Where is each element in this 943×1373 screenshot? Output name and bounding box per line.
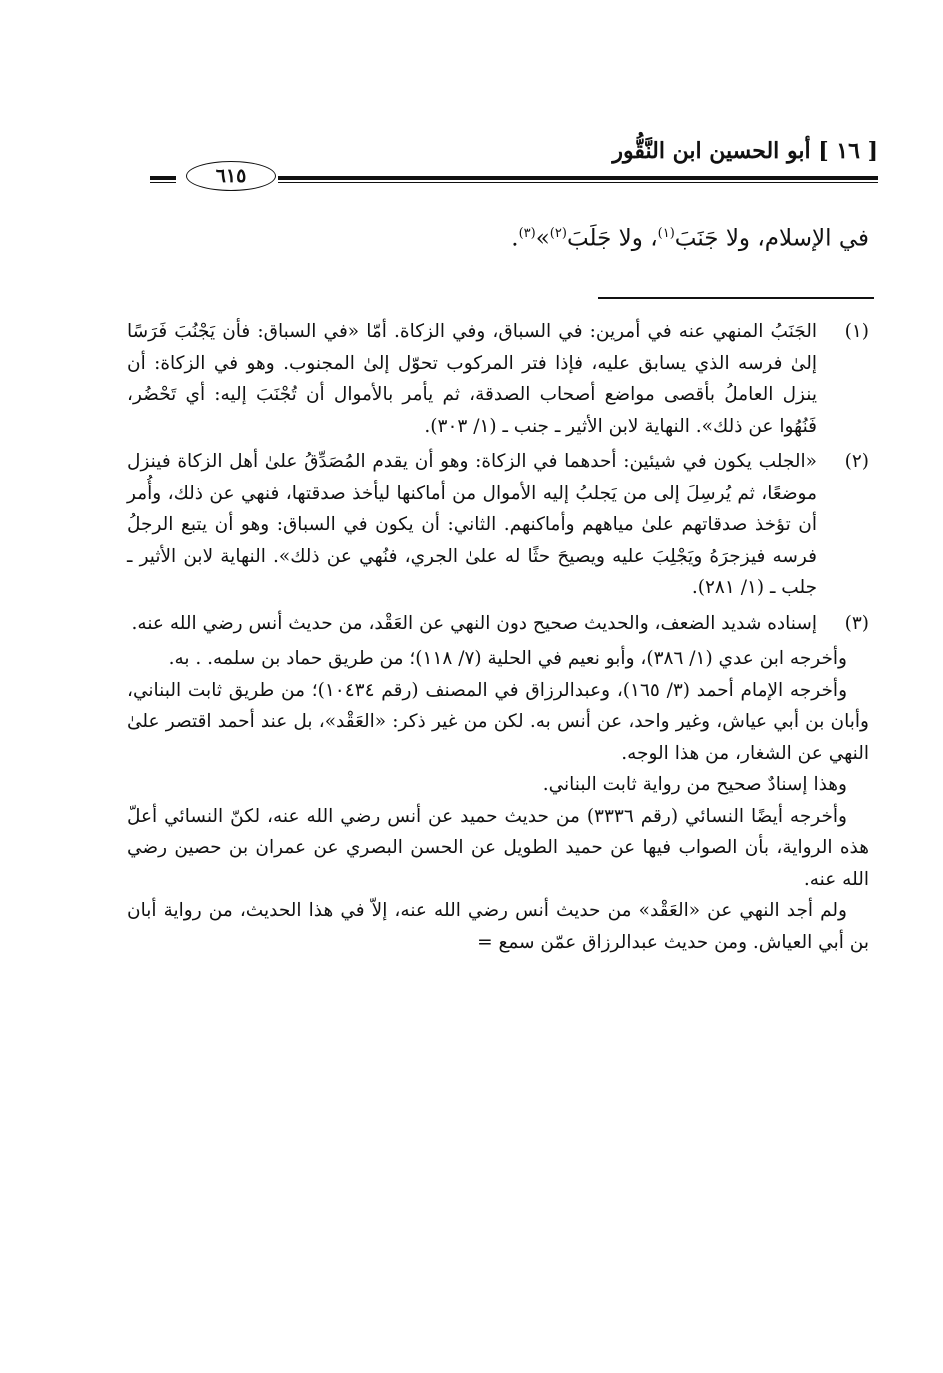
page-header (150, 138, 878, 198)
header-rule-left (150, 176, 176, 180)
footnote-number: (١) (844, 321, 869, 342)
footnote-paragraph: وأخرجه الإمام أحمد (٣/ ١٦٥)، وعبدالرزاق في المصنف (رقم ١٠٤٣٤)؛ من طريق ثابت البناني، وأبان بن أبي عياش، وغير واحد، عن أنس به. لكن من غير ذكر: «العَقْد»، بل عند أحمد اقتصر علىٰ النهي عن الشغار، من هذا الوجه. (127, 679, 869, 764)
footnote-paragraph: وهذا إسنادٌ صحيح من رواية ثابت البناني. (542, 774, 847, 795)
footnote-3 (127, 608, 869, 640)
main-text-d: . (511, 225, 519, 252)
main-text (149, 212, 869, 261)
footnote-ref-1: (١) (657, 226, 675, 241)
header-rule-thick (278, 176, 878, 180)
footnote-1 (127, 316, 869, 442)
page-number-badge (186, 161, 278, 193)
footnote-paragraph: وأخرجه ابن عدي (١/ ٣٨٦)، وأبو نعيم في الحلية (٧/ ١١٨)؛ من طريق حماد بن سلمه. . به. (168, 648, 847, 669)
footnote-paragraph: إسناده شديد الضعف، والحديث صحيح دون النهي عن العَقْد، من حديث أنس رضي الله عنه. (131, 612, 817, 634)
footnote-paragraph: الجَنَبُ المنهي عنه في أمرين: في السباق، وفي الزكاة. أمّا «في السباق: فأن يَجْنُبَ فَرَسًا إلىٰ فرسه الذي يسابق عليه، فإذا فتر المركوب تحوّل إلىٰ المجنوب. وهو في الزكاة: أن ينزل العاملُ بأقصى مواضع أصحاب الصدقة، ثم يأمر بالأموال أن تُجْنَبَ إليه: أي تَحْضُر، فَنُهُوا عن ذلك». النهاية لابن الأثير ـ جنب ـ (١/ ٣٠٣). (127, 321, 817, 437)
header-rule-thin (278, 182, 878, 183)
header-rule-left-thin (150, 182, 176, 183)
footnote-ref-3: (٣) (518, 226, 536, 241)
footnote-number: (٢) (844, 451, 869, 472)
footnote-separator (598, 297, 874, 299)
main-text-a: في الإسلام، ولا جَنَبَ (674, 225, 869, 252)
footnotes (127, 316, 869, 958)
footnote-paragraph: ولم أجد النهي عن «العَقْد» من حديث أنس رضي الله عنه، إلاّ في هذا الحديث، من رواية أبان بن أبي العياش. ومن حديث عبدالرزاق عمّن سمع = (127, 900, 869, 953)
footnote-paragraph: وأخرجه أيضًا النسائي (رقم ٣٣٣٦) من حديث حميد عن أنس رضي الله عنه، لكنّ النسائي أعلّ هذه الرواية، بأن الصواب فيها عن حميد الطويل عن الحسن البصري عن عمران بن حصين رضي الله عنه. (127, 805, 869, 890)
footnote-2 (127, 446, 869, 604)
page-number: ٦١٥ (186, 161, 276, 191)
main-text-c: » (535, 225, 550, 252)
footnote-ref-2: (٢) (549, 226, 567, 241)
footnote-paragraph: «الجلب يكون في شيئين: أحدهما في الزكاة: وهو أن يقدم المُصَدِّقُ علىٰ أهل الزكاة فينزل موضعًا، ثم يُرسِلَ إلى من يَجلبُ إليه الأموال من أماكنها ليأخذ صدقتها، فنهي عن ذلك، وأُمر أن تؤخذ صدقاتهم علىٰ مياههم وأماكنهم. الثاني: أن يكون في السباق: وهو أن يتبع الرجلُ فرسه فيزجرَهُ ويَجْلِبَ عليه ويصيحَ حثًا له علىٰ الجري، فنُهي عن ذلك». النهاية لابن الأثير ـ جلب ـ (١/ ٢٨١). (127, 451, 817, 598)
footnote-number: (٣) (844, 612, 869, 634)
running-title: [ ١٦ ] أبو الحسين ابن النَّقُّور (612, 138, 878, 164)
main-text-b: ، ولا جَلَبَ (566, 225, 658, 252)
